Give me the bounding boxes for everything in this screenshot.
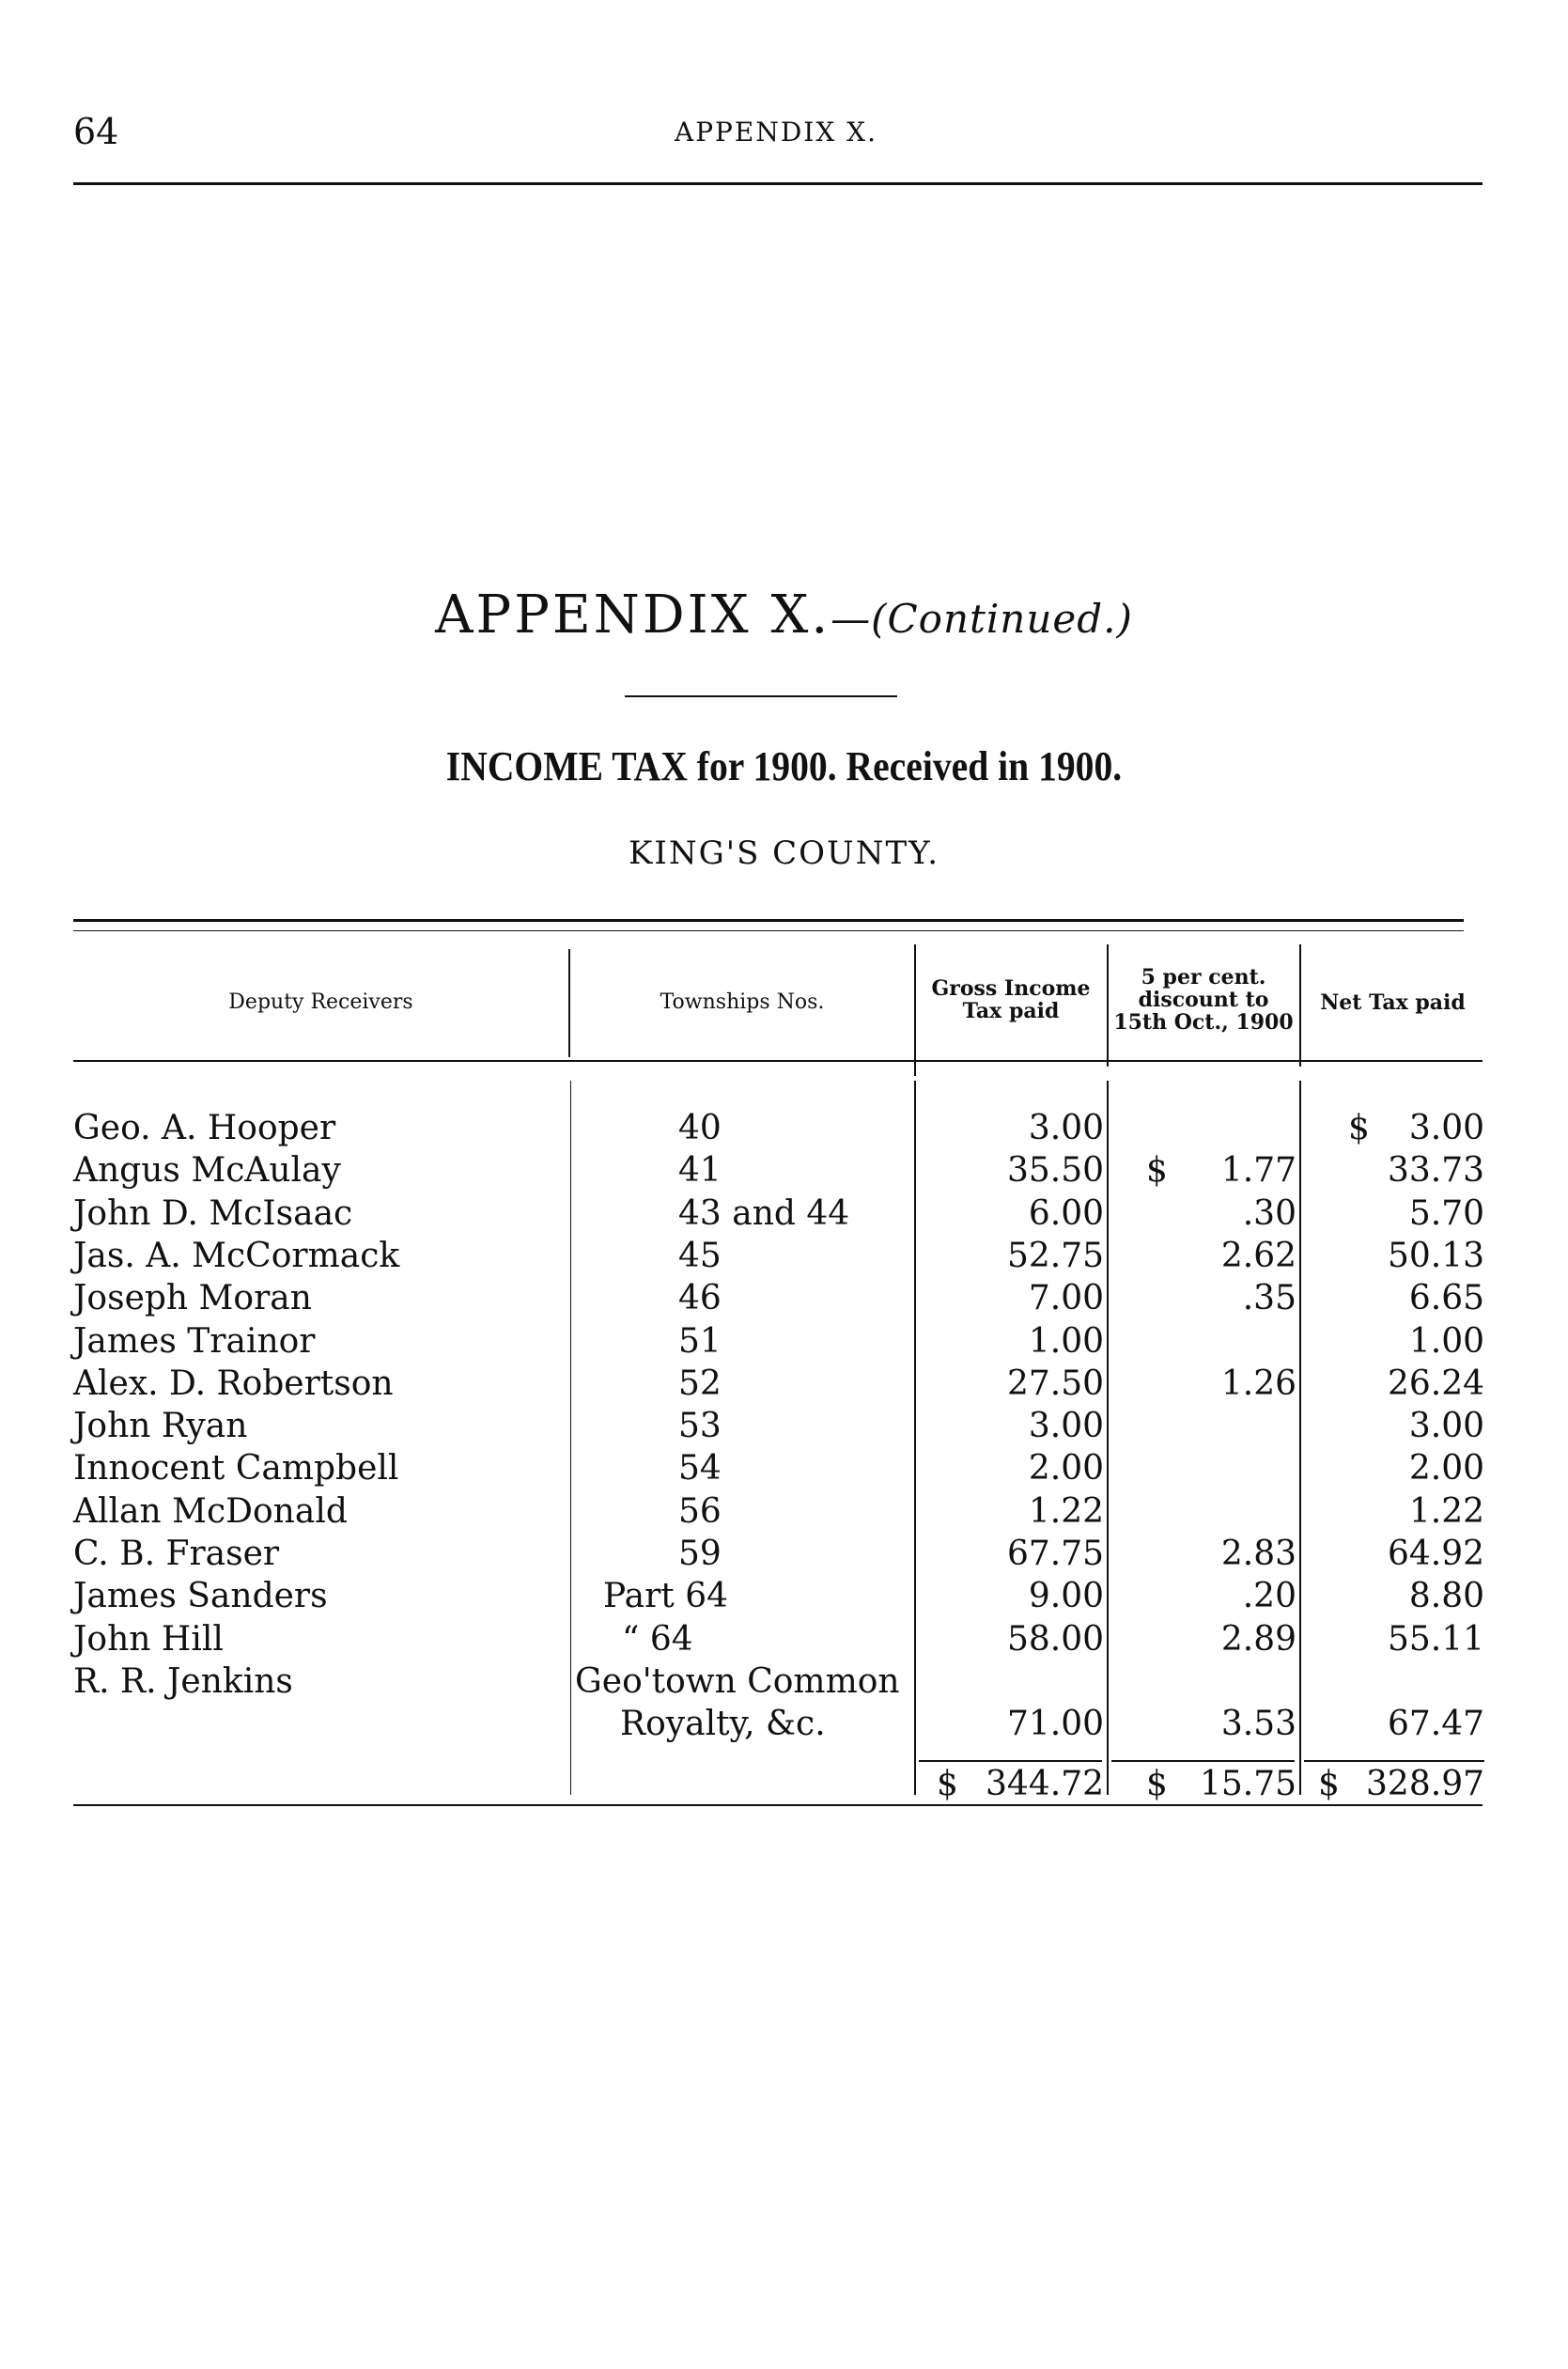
gross-tax-value-text: 27.50 <box>1006 1364 1104 1403</box>
receiver-name-text: John Hill <box>73 1619 224 1659</box>
title-divider <box>625 695 897 697</box>
receiver-name-text: R. R. Jenkins <box>73 1661 293 1701</box>
gross-tax-value <box>916 1363 1104 1405</box>
receiver-name-text: Joseph Moran <box>73 1279 312 1318</box>
net-tax-value <box>1301 1277 1484 1319</box>
township-number-text: 40 <box>678 1109 722 1147</box>
discount-value-text: .35 <box>1242 1279 1296 1318</box>
header-rule <box>73 182 1483 185</box>
net-tax-value-text: 3.00 <box>1408 1407 1484 1446</box>
net-tax-value <box>1301 1447 1484 1489</box>
receiver-name <box>73 1405 247 1447</box>
sum-rule-discount <box>1111 1760 1295 1762</box>
total-gross-value: 344.72 <box>986 1765 1104 1803</box>
gross-tax-value-text: 6.00 <box>1028 1193 1104 1233</box>
net-tax-value <box>1301 1703 1484 1745</box>
net-tax-value <box>1301 1618 1484 1660</box>
township-number-text: 54 <box>678 1449 722 1488</box>
total-gross <box>916 1763 1104 1805</box>
header-bottom-rule <box>73 1060 1483 1062</box>
header-discount-line3: 15th Oct., 1900 <box>1113 1010 1294 1035</box>
receiver-name-text: Allan McDonald <box>73 1491 348 1531</box>
gross-tax-value-text: 7.00 <box>1028 1279 1104 1318</box>
net-tax-value <box>1301 1533 1484 1575</box>
receiver-name <box>73 1149 341 1192</box>
discount-value <box>1109 1703 1296 1745</box>
net-tax-value-text: 55.11 <box>1387 1619 1484 1659</box>
total-net-value: 328.97 <box>1366 1765 1484 1803</box>
receiver-name <box>73 1533 279 1575</box>
township-number <box>575 1618 958 1660</box>
table-top-rule <box>73 919 1464 922</box>
net-tax-value <box>1301 1363 1484 1405</box>
net-tax-value-text: 2.00 <box>1408 1449 1484 1488</box>
township-number <box>575 1703 956 1745</box>
receiver-name-text: John Ryan <box>73 1407 248 1446</box>
net-tax-value-text: 67.47 <box>1387 1705 1484 1744</box>
net-tax-value-text: 3.00 <box>1408 1109 1484 1147</box>
discount-value <box>1109 1575 1296 1617</box>
discount-value-text: 2.83 <box>1220 1535 1296 1573</box>
table-row <box>0 1533 1568 1575</box>
gross-tax-value-text: 3.00 <box>1028 1407 1104 1446</box>
receiver-name <box>73 1363 394 1405</box>
discount-value <box>1109 1149 1296 1192</box>
gross-tax-value-text: 2.00 <box>1028 1449 1104 1488</box>
header-gross-line1: Gross Income <box>931 976 1091 1001</box>
township-number-text: 45 <box>678 1236 722 1275</box>
gross-tax-value <box>916 1235 1104 1277</box>
gross-tax-value-text: 52.75 <box>1006 1236 1104 1275</box>
receiver-name <box>73 1490 348 1533</box>
discount-value-text: 3.53 <box>1220 1705 1296 1744</box>
receiver-name-text: Jas. A. McCormack <box>73 1236 400 1275</box>
dollar-sign: $ <box>1146 1151 1168 1191</box>
net-tax-value-text: 64.92 <box>1387 1535 1484 1573</box>
receiver-name <box>73 1235 399 1277</box>
col-divider <box>568 949 570 1057</box>
net-tax-value <box>1301 1149 1484 1192</box>
township-number-text: “ 64 <box>622 1619 693 1659</box>
gross-tax-value <box>916 1107 1104 1149</box>
table-row <box>0 1363 1568 1405</box>
table-row <box>0 1320 1568 1363</box>
township-number-text: 41 <box>678 1151 722 1191</box>
header-townships: Townships Nos. <box>660 990 825 1014</box>
gross-tax-value-text: 1.22 <box>1028 1491 1104 1531</box>
header-gross-line2: Tax paid <box>962 999 1060 1023</box>
net-tax-value-text: 1.00 <box>1408 1321 1484 1361</box>
net-tax-value <box>1301 1320 1484 1363</box>
net-tax-value-text: 50.13 <box>1387 1236 1484 1275</box>
gross-tax-value-text: 3.00 <box>1028 1109 1104 1147</box>
totals-row <box>0 1763 1568 1805</box>
gross-tax-value <box>916 1192 1104 1235</box>
net-tax-value <box>1301 1575 1484 1617</box>
gross-tax-value <box>916 1575 1104 1617</box>
total-net <box>1301 1763 1484 1805</box>
continued-label: —(Continued.) <box>831 596 1133 642</box>
gross-tax-value <box>916 1533 1104 1575</box>
gross-tax-value <box>916 1447 1104 1489</box>
township-number-text: 43 and 44 <box>678 1193 850 1233</box>
net-tax-value <box>1301 1405 1484 1447</box>
net-tax-value <box>1301 1235 1484 1277</box>
discount-value <box>1109 1618 1296 1660</box>
discount-value-text: 2.62 <box>1220 1236 1296 1275</box>
net-tax-value-text: 6.65 <box>1408 1279 1484 1318</box>
receiver-name-text: Innocent Campbell <box>73 1449 399 1488</box>
township-number-text: 52 <box>678 1364 722 1403</box>
receiver-name-text: John D. McIsaac <box>73 1193 353 1233</box>
discount-value-text: 1.26 <box>1220 1364 1296 1403</box>
net-tax-value-text: 1.22 <box>1408 1491 1484 1531</box>
running-title: APPENDIX X. <box>674 117 878 148</box>
gross-tax-value <box>916 1277 1104 1319</box>
discount-value-text: 1.77 <box>1220 1151 1296 1191</box>
table-row <box>0 1618 1568 1660</box>
title-text: APPENDIX X. <box>435 584 831 646</box>
table-row <box>0 1107 1568 1149</box>
table-bottom-rule <box>73 1804 1483 1806</box>
net-tax-value <box>1301 1192 1484 1235</box>
net-tax-value-text: 26.24 <box>1387 1364 1484 1403</box>
dollar-sign: $ <box>937 1765 958 1803</box>
discount-value <box>1109 1363 1296 1405</box>
township-number <box>575 1575 939 1617</box>
table-row <box>0 1447 1568 1489</box>
header-discount-line1: 5 per cent. <box>1141 965 1266 990</box>
township-number-text: 53 <box>678 1407 722 1446</box>
discount-value <box>1109 1235 1296 1277</box>
receiver-name <box>73 1447 398 1489</box>
net-tax-value-text: 8.80 <box>1408 1577 1484 1616</box>
receiver-name-text: Geo. A. Hooper <box>73 1109 336 1147</box>
table-row <box>0 1149 1568 1192</box>
page-number: 64 <box>73 111 119 152</box>
discount-value <box>1109 1192 1296 1235</box>
gross-tax-value-text: 1.00 <box>1028 1321 1104 1361</box>
receiver-name-text: Angus McAulay <box>73 1151 341 1191</box>
gross-tax-value-text: 35.50 <box>1006 1151 1104 1191</box>
township-number-text: Royalty, &c. <box>620 1705 826 1744</box>
gross-tax-value <box>916 1618 1104 1660</box>
sum-rule-gross <box>919 1760 1102 1762</box>
dollar-sign: $ <box>1348 1109 1370 1147</box>
running-head <box>73 111 1479 158</box>
table-row <box>0 1660 1568 1703</box>
township-number-text: 59 <box>678 1535 722 1573</box>
gross-tax-value-text: 71.00 <box>1006 1705 1104 1744</box>
total-discount-value: 15.75 <box>1199 1765 1296 1803</box>
table-row <box>0 1192 1568 1235</box>
township-number-text: 46 <box>678 1279 722 1318</box>
receiver-name <box>73 1192 352 1235</box>
receiver-name <box>73 1575 328 1617</box>
receiver-name-text: James Sanders <box>73 1577 328 1616</box>
net-tax-value <box>1301 1490 1484 1533</box>
township-number-text: Geo'town Common <box>575 1661 900 1701</box>
net-tax-value <box>1301 1107 1484 1149</box>
receiver-name-text: James Trainor <box>73 1321 316 1361</box>
township-number <box>575 1660 911 1703</box>
gross-tax-value-text: 58.00 <box>1006 1619 1104 1659</box>
discount-value-text: .20 <box>1242 1577 1296 1616</box>
total-discount <box>1109 1763 1296 1805</box>
gross-tax-value-text: 9.00 <box>1028 1577 1104 1616</box>
net-tax-value-text: 33.73 <box>1387 1151 1484 1191</box>
table-row <box>0 1405 1568 1447</box>
gross-tax-value <box>916 1149 1104 1192</box>
table-row <box>0 1277 1568 1319</box>
receiver-name <box>73 1660 293 1703</box>
receiver-name-text: C. B. Fraser <box>73 1535 280 1573</box>
receiver-name <box>73 1320 316 1363</box>
dollar-sign: $ <box>1318 1765 1340 1803</box>
receiver-name <box>73 1107 335 1149</box>
gross-tax-value <box>916 1405 1104 1447</box>
header-discount <box>1109 966 1298 1034</box>
gross-tax-value <box>916 1490 1104 1533</box>
table-row <box>0 1703 1568 1745</box>
header-gross-income <box>916 977 1106 1022</box>
county-label: KING'S COUNTY. <box>628 834 940 872</box>
receiver-name-text: Alex. D. Robertson <box>73 1364 394 1403</box>
discount-value <box>1109 1277 1296 1319</box>
gross-tax-value-text: 67.75 <box>1006 1535 1104 1573</box>
gross-tax-value <box>916 1703 1104 1745</box>
discount-value-text: 2.89 <box>1220 1619 1296 1659</box>
discount-value <box>1109 1533 1296 1575</box>
net-tax-value-text: 5.70 <box>1408 1193 1484 1233</box>
sum-rule-net <box>1304 1760 1484 1762</box>
table-top-rule-thin <box>73 930 1464 931</box>
page-title <box>0 584 1568 646</box>
header-discount-line2: discount to <box>1138 988 1269 1012</box>
township-number-text: 51 <box>678 1321 722 1361</box>
table-row <box>0 1235 1568 1277</box>
township-number-text: 56 <box>678 1491 722 1531</box>
table-row <box>0 1490 1568 1533</box>
header-net-tax: Net Tax paid <box>1320 990 1466 1015</box>
header-deputy-receivers: Deputy Receivers <box>228 990 413 1014</box>
township-number-text: Part 64 <box>603 1577 728 1616</box>
dollar-sign: $ <box>1146 1765 1168 1803</box>
table-subtitle: INCOME TAX for 1900. Received in 1900. <box>445 743 1123 789</box>
gross-tax-value <box>916 1320 1104 1363</box>
receiver-name <box>73 1277 312 1319</box>
discount-value-text: .30 <box>1242 1193 1296 1233</box>
receiver-name <box>73 1618 224 1660</box>
table-row <box>0 1575 1568 1617</box>
